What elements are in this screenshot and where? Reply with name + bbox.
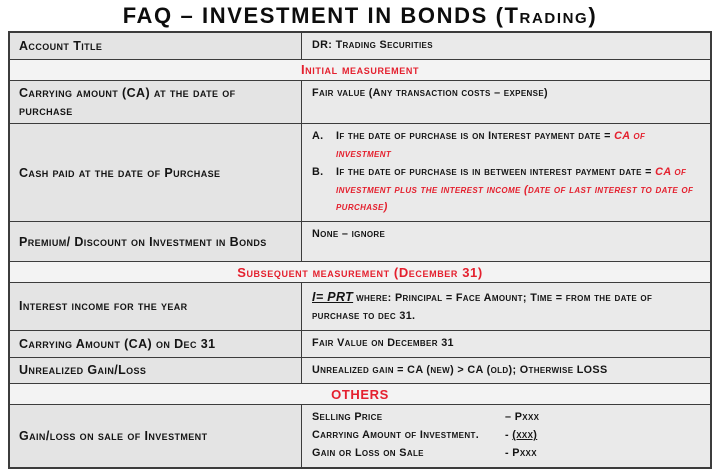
list-item-b [312,164,700,217]
row-label: Cash paid at the date of Purchase [19,165,221,180]
row-label-cell [10,33,302,59]
schedule-item: Gain or Loss on Sale [312,447,424,459]
table-row-unrealized-gain-loss [10,357,710,384]
row-label-cell [10,331,302,357]
list-text [336,128,700,164]
row-label: Premium/ Discount on Investment in Bonds [19,234,267,249]
schedule-amount-prefix: - [505,429,513,442]
row-value-cell [302,124,710,221]
table-row-gain-loss-on-sale [10,404,710,466]
list-text-plain: If the date of purchase is on Interest payment date = [336,130,615,143]
schedule-line-carrying-amount [312,427,700,445]
list-marker: A. [312,130,324,143]
list-item-a [312,128,700,164]
page-title: FAQ – INVESTMENT IN BONDS (Trading) [122,3,598,28]
row-value-cell [302,81,710,123]
schedule-amount-underlined: (xxx) [512,429,538,442]
section-row-initial-measurement [10,59,710,80]
schedule-line-gain-or-loss [312,445,700,463]
row-value-cell [302,283,710,330]
table-row-carrying-amount-dec31 [10,330,710,357]
schedule-item: Selling Price [312,411,383,424]
row-label: Unrealized Gain/Loss [19,363,147,378]
row-value [312,287,700,326]
section-header: OTHERS [10,384,710,404]
schedule-amount: – Pxxx [505,411,540,424]
section-row-subsequent-measurement [10,261,710,282]
row-value: Unrealized gain = CA (new) > CA (old); Otherwise LOSS [312,363,608,376]
row-label: Carrying amount (CA) at the date of purchase [19,85,236,118]
table-row-cash-paid [10,123,710,221]
row-label: Carrying Amount (CA) on Dec 31 [19,336,216,351]
row-label-cell [10,283,302,330]
row-value-cell [302,405,710,466]
row-label: Account Title [19,38,103,53]
schedule-amount [505,427,700,445]
section-header: Subsequent measurement (December 31) [10,262,710,282]
schedule-amount: - Pxxx [505,447,537,459]
row-label: Gain/loss on sale of Investment [19,429,208,444]
row-value-cell [302,222,710,261]
row-label-cell [10,124,302,221]
formula-explanation: where: Principal = Face Amount; Time = from the date of purchase to dec 31. [312,292,653,322]
schedule-line-selling-price [312,409,700,427]
row-value: Fair value (Any transaction costs – expense) [312,86,548,99]
table-row-account-title [10,33,710,59]
section-row-others [10,383,710,404]
table-row-premium-discount [10,221,710,261]
row-value: DR: Trading Securities [312,39,433,51]
table-row-interest-income [10,282,710,330]
row-label-cell [10,405,302,466]
row-label-cell [10,358,302,384]
formula-text: I= PRT [312,290,354,305]
list-text-highlight: CA of investment plus the interest income (date of last interest to date of purchase) [336,165,694,214]
row-label: Interest income for the year [19,299,188,314]
section-header: Initial measurement [10,60,710,80]
row-value: None – ignore [312,228,386,241]
list-marker: B. [312,165,324,178]
row-label-cell [10,222,302,261]
row-value: Fair Value on December 31 [312,336,454,349]
list-text-plain: If the date of purchase is in between interest payment date = [336,165,656,178]
table-row-carrying-amount-purchase [10,80,710,123]
row-value-cell [302,331,710,357]
faq-table [8,31,712,469]
list-text [336,164,700,217]
list-text-highlight: CA of investment [336,130,646,160]
row-label-cell [10,81,302,123]
row-value-cell [302,33,710,59]
row-value-cell [302,358,710,384]
schedule-item: Carrying Amount of Investment. [312,429,480,442]
